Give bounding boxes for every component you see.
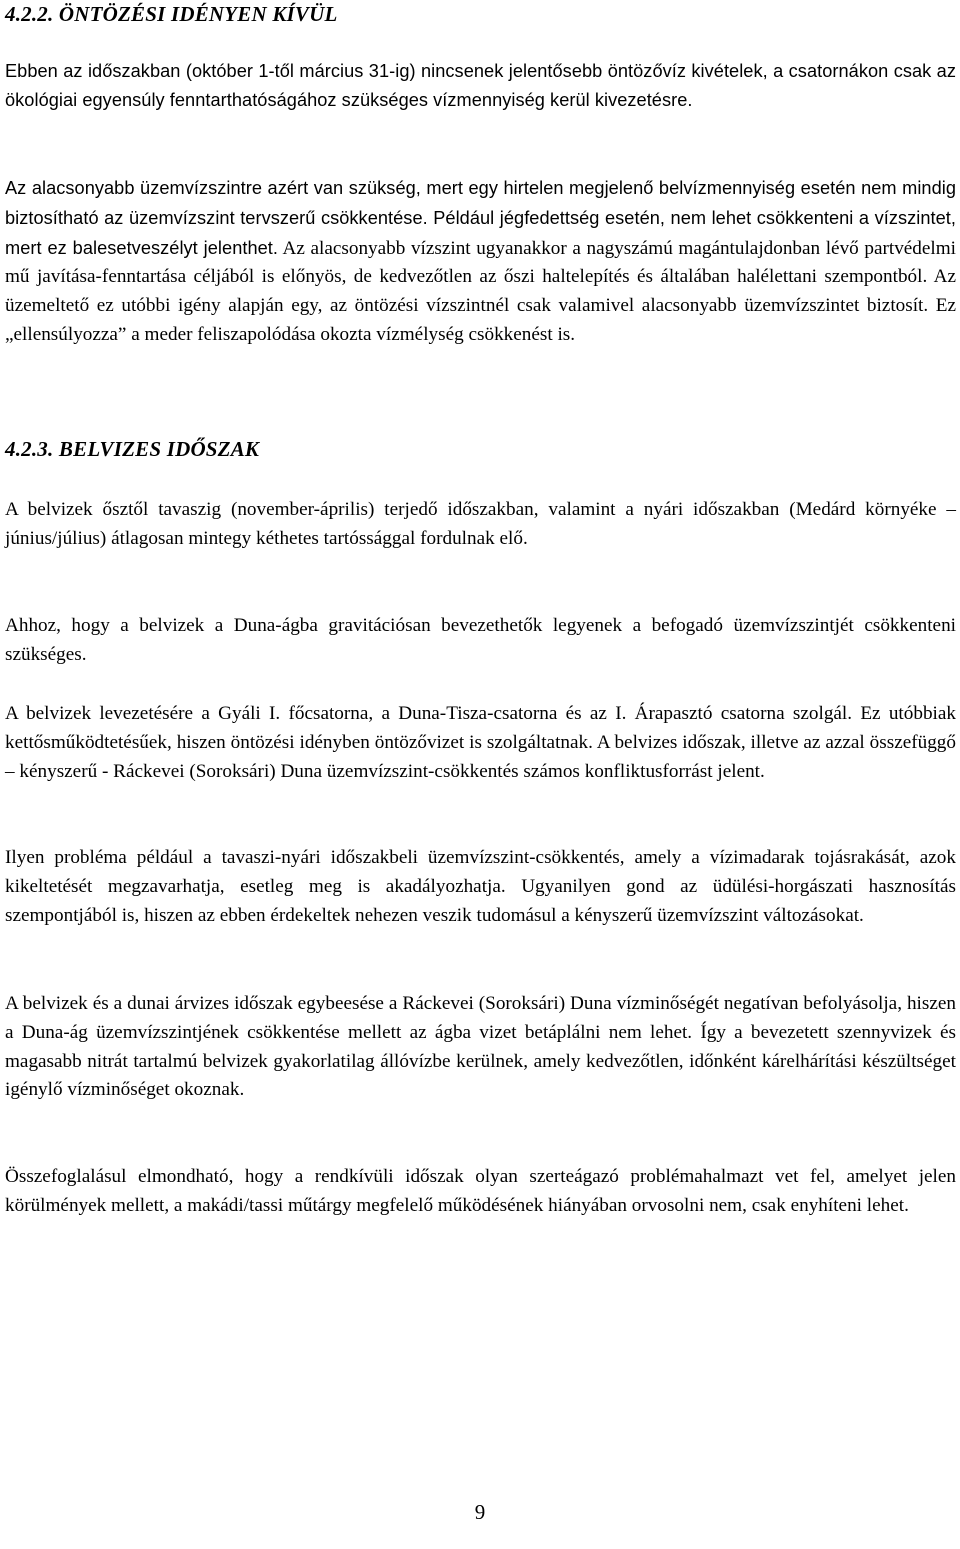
paragraph-summary: Összefoglalásul elmondható, hogy a rendkívüli időszak olyan szerteágazó problémahalmazt vet fel, amelyet jelen körülmények mellett, a makádi/tassi műtárgy megfelelő működésének hiányában orvosolni nem, csak enyhíteni lehet. [5, 1166, 956, 1216]
paragraph-inland-water-occurrence: A belvizek ősztől tavaszig (november-április) terjedő időszakban, valamint a nyári időszakban (Medárd környéke – június/július) átlagosan mintegy kéthetes tartóssággal fordulnak elő. [5, 499, 956, 549]
paragraph-water-quality: A belvizek és a dunai árvizes időszak egybeesése a Ráckevei (Soroksári) Duna vízminőségét negatívan befolyásolja, hiszen a Duna-ág üzemvízszintjének csökkentése mellett az ágba vizet betáplálni nem lehet. Így a bevezetett szennyvizek és magasabb nitrát tartalmú belvizek gyakorlatilag állóvízbe kerülnek, amely kedvezőtlen, időnként kárelhárítási készültséget igénylő vízminőséget okoznak. [5, 993, 956, 1101]
section-heading-inland-water-period: 4.2.3. BELVIZES IDŐSZAK [5, 437, 260, 461]
section-heading-outside-irrigation: 4.2.2. ÖNTÖZÉSI IDÉNYEN KÍVÜL [5, 2, 338, 26]
paragraph-drainage-channels: A belvizek levezetésére a Gyáli I. főcsatorna, a Duna-Tisza-csatorna és az I. Árapasztó csatorna szolgál. Ez utóbbiak kettősműködtetésűek, hiszen öntözési idényben öntözővizet is szolgáltatnak. A belvizes időszak, illetve az azzal összefüggő – kényszerű - Ráckevei (Soroksári) Duna üzemvízszint-csökkentés számos konfliktusforrást jelent. [5, 703, 956, 782]
paragraph-lower-water-level-serif-part: Az alacsonyabb vízszint ugyanakkor a nagyszámú magántulajdonban lévő partvédelmi mű javítása-fenntartása céljából is előnyös, de kedvezőtlen az őszi haltelepítés és általában halélettani szempontból. Az üzemeltető ez utóbbi igény alapján egy, az öntözési vízszintnél csak valamivel alacsonyabb üzemvízszintet biztosít. Ez „ellensúlyozza” a meder feliszapolódása okozta vízmélység csökkenést is. [5, 237, 956, 345]
paragraph-problem-example: Ilyen probléma például a tavaszi-nyári időszakbeli üzemvízszint-csökkentés, amely a vízimadarak tojásrakását, azok kikeltetését megzavarhatja, esetleg meg is akadályozhatja. Ugyanilyen gond az üdülési-horgászati hasznosítás szempontjából is, hiszen az ebben érdekeltek nehezen veszik tudomásul a kényszerű üzemvízszint változásokat. [5, 847, 956, 926]
page-number: 9 [474, 1500, 486, 1524]
paragraph-gravity-drainage: Ahhoz, hogy a belvizek a Duna-ágba gravitációsan bevezethetők legyenek a befogadó üzemvízszintjét csökkenteni szükséges. [5, 615, 956, 665]
paragraph-lower-water-level-sans-part: Az alacsonyabb üzemvízszintre azért van szükség, mert egy hirtelen megjelenő belvízmennyiség esetén nem mindig biztosítható az üzemvízszint tervszerű csökkentése. Például jégfedettség esetén, nem lehet csökkenteni a vízszintet, mert ez balesetveszélyt jelenthet. [5, 178, 956, 258]
paragraph-lower-water-level [5, 174, 956, 350]
paragraph-outside-season-intro: Ebben az időszakban (október 1-től március 31-ig) nincsenek jelentősebb öntözővíz kivételek, a csatornákon csak az ökológiai egyensúly fenntarthatóságához szükséges vízmennyiség kerül kivezetésre. [5, 61, 956, 110]
